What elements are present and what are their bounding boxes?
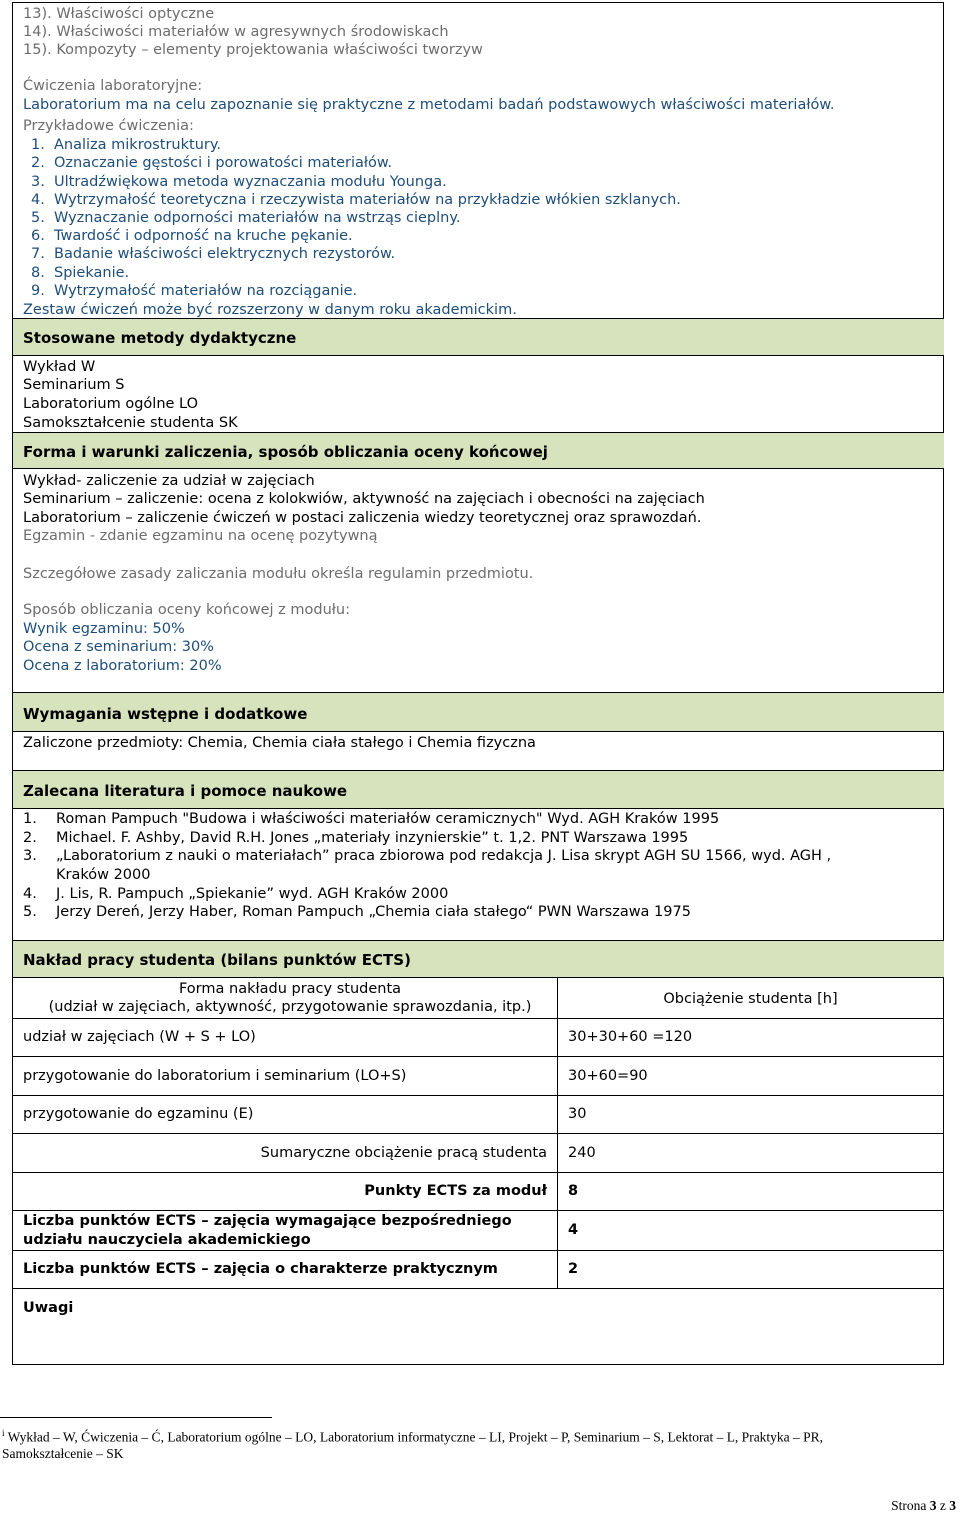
literature-item: 5. Jerzy Dereń, Jerzy Haber, Roman Pampuch „Chemia ciała stałego“ PWN Warszawa 1975: [23, 904, 691, 920]
sum-label: Sumaryczne obciążenie pracą studenta: [260, 1145, 547, 1161]
exercise-item: 4. Wytrzymałość teoretyczna i rzeczywista materiałów na przykładzie włókien szklanych.: [31, 192, 681, 208]
literature-item-cont: Kraków 2000: [56, 867, 151, 883]
direct-label: Liczba punktów ECTS – zajęcia wymagające bezpośredniego: [23, 1213, 512, 1229]
workload-row-value: 30+30+60 =120: [568, 1029, 693, 1045]
table-rule: [13, 1288, 944, 1289]
topic-13: 13). Właściwości optyczne: [23, 6, 215, 22]
exam-line: Egzamin - zdanie egzaminu na ocenę pozytywną: [23, 528, 378, 544]
prereq-title: Wymagania wstępne i dodatkowe: [23, 705, 308, 723]
assessment-line: Seminarium – zaliczenie: ocena z kolokwiów, aktywność na zajęciach i obecności na zajęciach: [23, 491, 705, 507]
literature-title: Zalecana literatura i pomoce naukowe: [23, 782, 348, 800]
footnote-rule: [0, 1417, 272, 1418]
methods-header: [13, 318, 944, 356]
literature-item: 3. „Laboratorium z nauki o materiałach” praca zbiorowa pod redakcja J. Lisa skrypt AGH SU 1566, wyd. AGH ,: [23, 848, 832, 864]
ects-label: Punkty ECTS za moduł: [364, 1183, 547, 1199]
weight-seminar: Ocena z seminarium: 30%: [23, 639, 214, 655]
ects-value: 8: [568, 1183, 579, 1199]
methods-title: Stosowane metody dydaktyczne: [23, 329, 297, 347]
footnote-line: $^i$ Wykład – W, Ćwiczenia – Ć, Laboratorium ogólne – LO, Laboratorium informatyczne – LI, Projekt – P, Seminarium – S, Lektorat – L, Praktyka – PR,: [2, 1428, 824, 1445]
table-rule: [13, 1095, 944, 1096]
rules-line: Szczegółowe zasady zaliczania modułu określa regulamin przedmiotu.: [23, 566, 534, 582]
method-item: Seminarium S: [23, 377, 125, 393]
assessment-line: Wykład- zaliczenie za udział w zajęciach: [23, 473, 315, 489]
table-rule: [13, 1018, 944, 1019]
exercise-item: 5. Wyznaczanie odporności materiałów na wstrząs cieplny.: [31, 210, 461, 226]
assessment-header: [13, 432, 944, 469]
page-number: Strona 3 z 3: [891, 1498, 956, 1513]
method-item: Samokształcenie studenta SK: [23, 415, 238, 431]
direct-value: 4: [568, 1222, 579, 1238]
sum-value: 240: [568, 1145, 596, 1161]
footnote-line-cont: Samokształcenie – SK: [2, 1446, 124, 1461]
remarks-title: Uwagi: [23, 1300, 74, 1316]
method-item: Wykład W: [23, 359, 96, 375]
exercise-item: 3. Ultradźwiękowa metoda wyznaczania modułu Younga.: [31, 174, 447, 190]
workload-col1-subheader: (udział w zajęciach, aktywność, przygotowanie sprawozdania, itp.): [48, 999, 532, 1015]
method-item: Laboratorium ogólne LO: [23, 396, 199, 412]
workload-col2-header: Obciążenie studenta [h]: [663, 991, 838, 1007]
workload-row-label: udział w zajęciach (W + S + LO): [23, 1029, 256, 1045]
table-rule: [13, 1250, 944, 1251]
calc-label: Sposób obliczania oceny końcowej z modułu:: [23, 602, 350, 618]
exercise-item: 2. Oznaczanie gęstości i porowatości materiałów.: [31, 155, 393, 171]
lab-intro: Laboratorium ma na celu zapoznanie się praktyczne z metodami badań podstawowych właściwości materiałów.: [23, 97, 835, 113]
assessment-title: Forma i warunki zaliczenia, sposób obliczania oceny końcowej: [23, 443, 548, 461]
workload-header: [13, 940, 944, 978]
exercise-item: 7. Badanie właściwości elektrycznych rezystorów.: [31, 246, 396, 262]
literature-header: [13, 770, 944, 809]
workload-row-value: 30+60=90: [568, 1068, 648, 1084]
table-rule: [13, 1056, 944, 1057]
topic-14: 14). Właściwości materiałów w agresywnych środowiskach: [23, 24, 449, 40]
exercise-item: 9. Wytrzymałość materiałów na rozciąganie.: [31, 283, 358, 299]
literature-item: 2. Michael. F. Ashby, David R.H. Jones „materiały inzynierskie” t. 1,2. PNT Warszawa 1995: [23, 830, 689, 846]
workload-col1-header: Forma nakładu pracy studenta: [178, 981, 402, 997]
workload-row-label: przygotowanie do egzaminu (E): [23, 1106, 254, 1122]
table-rule: [13, 1210, 944, 1211]
practical-label: Liczba punktów ECTS – zajęcia o charakterze praktycznym: [23, 1261, 498, 1277]
prereq-header: [13, 692, 944, 732]
workload-title: Nakład pracy studenta (bilans punktów ECTS): [23, 951, 411, 969]
weight-exam: Wynik egzaminu: 50%: [23, 621, 185, 637]
table-rule: [13, 1172, 944, 1173]
literature-item: 4. J. Lis, R. Pampuch „Spiekanie” wyd. AGH Kraków 2000: [23, 886, 449, 902]
topic-15: 15). Kompozyty – elementy projektowania właściwości tworzyw: [23, 42, 483, 58]
workload-row-label: przygotowanie do laboratorium i seminarium (LO+S): [23, 1068, 407, 1084]
table-column-divider: [557, 978, 558, 1288]
lab-note: Zestaw ćwiczeń może być rozszerzony w danym roku akademickim.: [23, 302, 517, 318]
assessment-line: Laboratorium – zaliczenie ćwiczeń w postaci zaliczenia wiedzy teoretycznej oraz sprawozdań.: [23, 510, 702, 526]
literature-item: 1. Roman Pampuch "Budowa i właściwości materiałów ceramicznych" Wyd. AGH Kraków 1995: [23, 811, 720, 827]
practical-value: 2: [568, 1261, 579, 1277]
exercise-item: 1. Analiza mikrostruktury.: [31, 137, 221, 153]
lab-heading: Ćwiczenia laboratoryjne:: [23, 78, 203, 94]
weight-lab: Ocena z laboratorium: 20%: [23, 658, 222, 674]
workload-row-value: 30: [568, 1106, 587, 1122]
direct-label-cont: udziału nauczyciela akademickiego: [23, 1232, 311, 1248]
lab-examples-label: Przykładowe ćwiczenia:: [23, 118, 194, 134]
prereq-text: Zaliczone przedmioty: Chemia, Chemia ciała stałego i Chemia fizyczna: [23, 735, 536, 751]
exercise-item: 6. Twardość i odporność na kruche pękanie.: [31, 228, 353, 244]
exercise-item: 8. Spiekanie.: [31, 265, 130, 281]
table-rule: [13, 1133, 944, 1134]
